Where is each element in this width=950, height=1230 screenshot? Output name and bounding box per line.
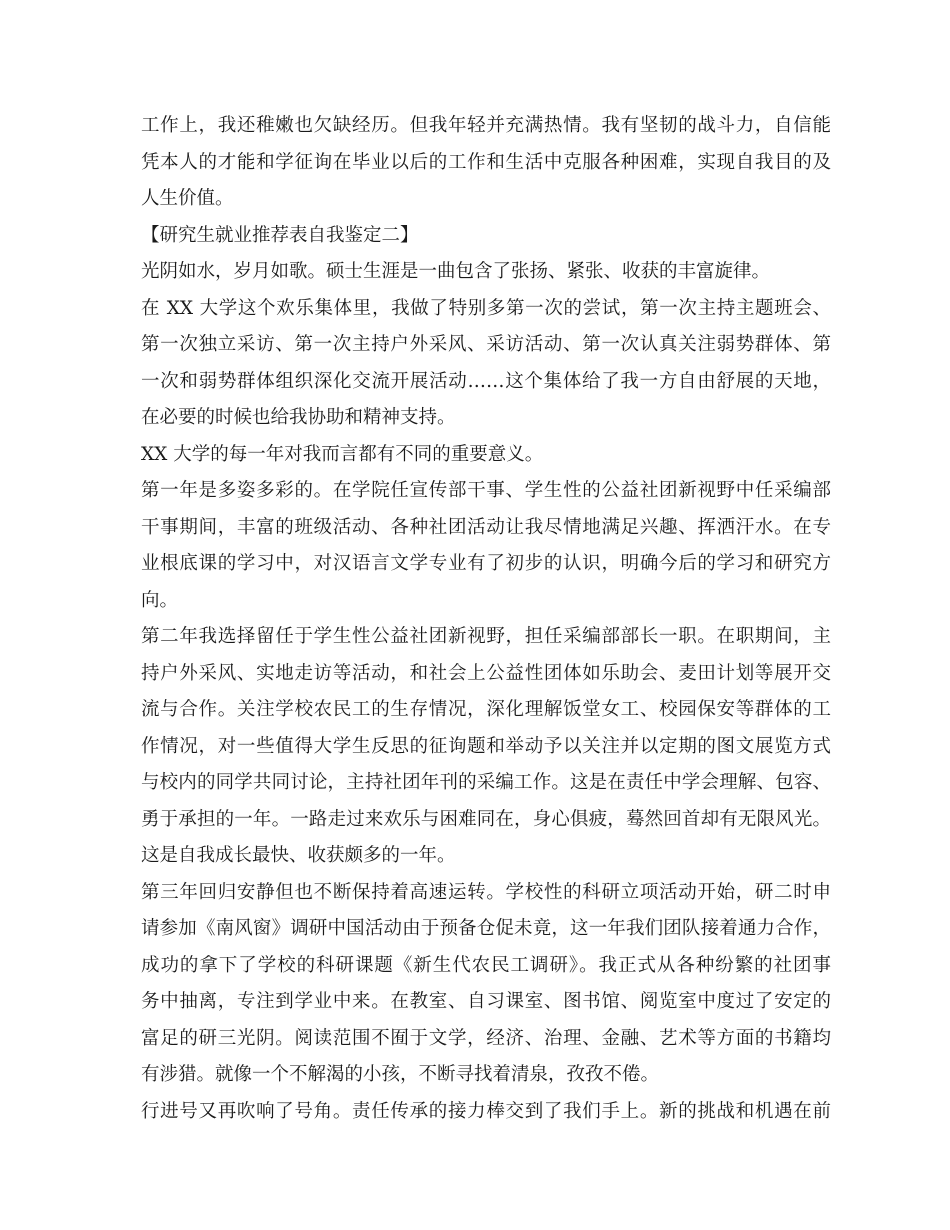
text-line: 持户外采风、实地走访等活动，和社会上公益性团体如乐助会、麦田计划等展开交 — [141, 662, 831, 684]
text-line: 在 XX 大学这个欢乐集体里，我做了特别多第一次的尝试，第一次主持主题班会、 — [141, 297, 831, 319]
text-line: 有涉猎。就像一个不解渴的小孩，不断寻找着清泉，孜孜不倦。 — [141, 1064, 660, 1085]
text-line: 工作上，我还稚嫩也欠缺经历。但我年轻并充满热情。我有坚韧的战斗力，自信能 — [141, 115, 831, 136]
text-line: 流与合作。关注学校农民工的生存情况，深化理解饭堂女工、校园保安等群体的工 — [141, 699, 831, 720]
text-line: 业根底课的学习中，对汉语言文学专业有了初步的认识，明确今后的学习和研究方 — [141, 553, 831, 574]
text-line: 作情况，对一些值得大学生反思的征询题和举动予以关注并以定期的图文展览方式 — [141, 735, 831, 757]
text-line: 一次和弱势群体组织深化交流开展活动……这个集体给了我一方自由舒展的天地， — [141, 370, 831, 392]
text-line: 向。 — [141, 589, 179, 611]
text-line: 第一年是多姿多彩的。在学院任宣传部干事、学生性的公益社团新视野中任采编部 — [141, 480, 831, 501]
text-line: 第一次独立采访、第一次主持户外采风、采访活动、第一次认真关注弱势群体、第 — [141, 334, 831, 355]
text-line: 第二年我选择留任于学生性公益社团新视野，担任采编部部长一职。在职期间，主 — [141, 626, 831, 647]
document-body — [141, 108, 831, 1130]
text-line: 勇于承担的一年。一路走过来欢乐与困难同在，身心俱疲，蓦然回首却有无限风光。 — [141, 808, 831, 830]
text-line: 务中抽离，专注到学业中来。在教室、自习课室、图书馆、阅览室中度过了安定的 — [141, 991, 831, 1012]
text-line: 干事期间，丰富的班级活动、各种社团活动让我尽情地满足兴趣、挥洒汗水。在专 — [141, 516, 831, 538]
text-line: 光阴如水，岁月如歌。硕士生涯是一曲包含了张扬、紧张、收获的丰富旋律。 — [141, 261, 771, 282]
text-line: 第三年回归安静但也不断保持着高速运转。学校性的科研立项活动开始，研二时申 — [141, 881, 831, 903]
text-line: 人生价值。 — [141, 188, 234, 209]
text-line: 成功的拿下了学校的科研课题《新生代农民工调研》。我正式从各种纷繁的社团事 — [141, 954, 831, 976]
text-line: 富足的研三光阴。阅读范围不囿于文学，经济、治理、金融、艺术等方面的书籍均 — [141, 1027, 831, 1049]
text-line: 请参加《南风窗》调研中国活动由于预备仓促未竟，这一年我们团队接着通力合作， — [141, 918, 831, 939]
text-line: 与校内的同学共同讨论，主持社团年刊的采编工作。这是在责任中学会理解、包容、 — [141, 772, 831, 793]
text-line: 这是自我成长最快、收获颇多的一年。 — [141, 845, 456, 866]
text-line: 在必要的时候也给我协助和精神支持。 — [141, 407, 456, 428]
text-line: XX 大学的每一年对我而言都有不同的重要意义。 — [141, 443, 544, 465]
text-line: 【研究生就业推荐表自我鉴定二】 — [141, 224, 419, 246]
text-line: 凭本人的才能和学征询在毕业以后的工作和生活中克服各种困难，实现自我目的及 — [141, 151, 831, 173]
text-line: 行进号又再吹响了号角。责任传承的接力棒交到了我们手上。新的挑战和机遇在前 — [141, 1100, 831, 1122]
